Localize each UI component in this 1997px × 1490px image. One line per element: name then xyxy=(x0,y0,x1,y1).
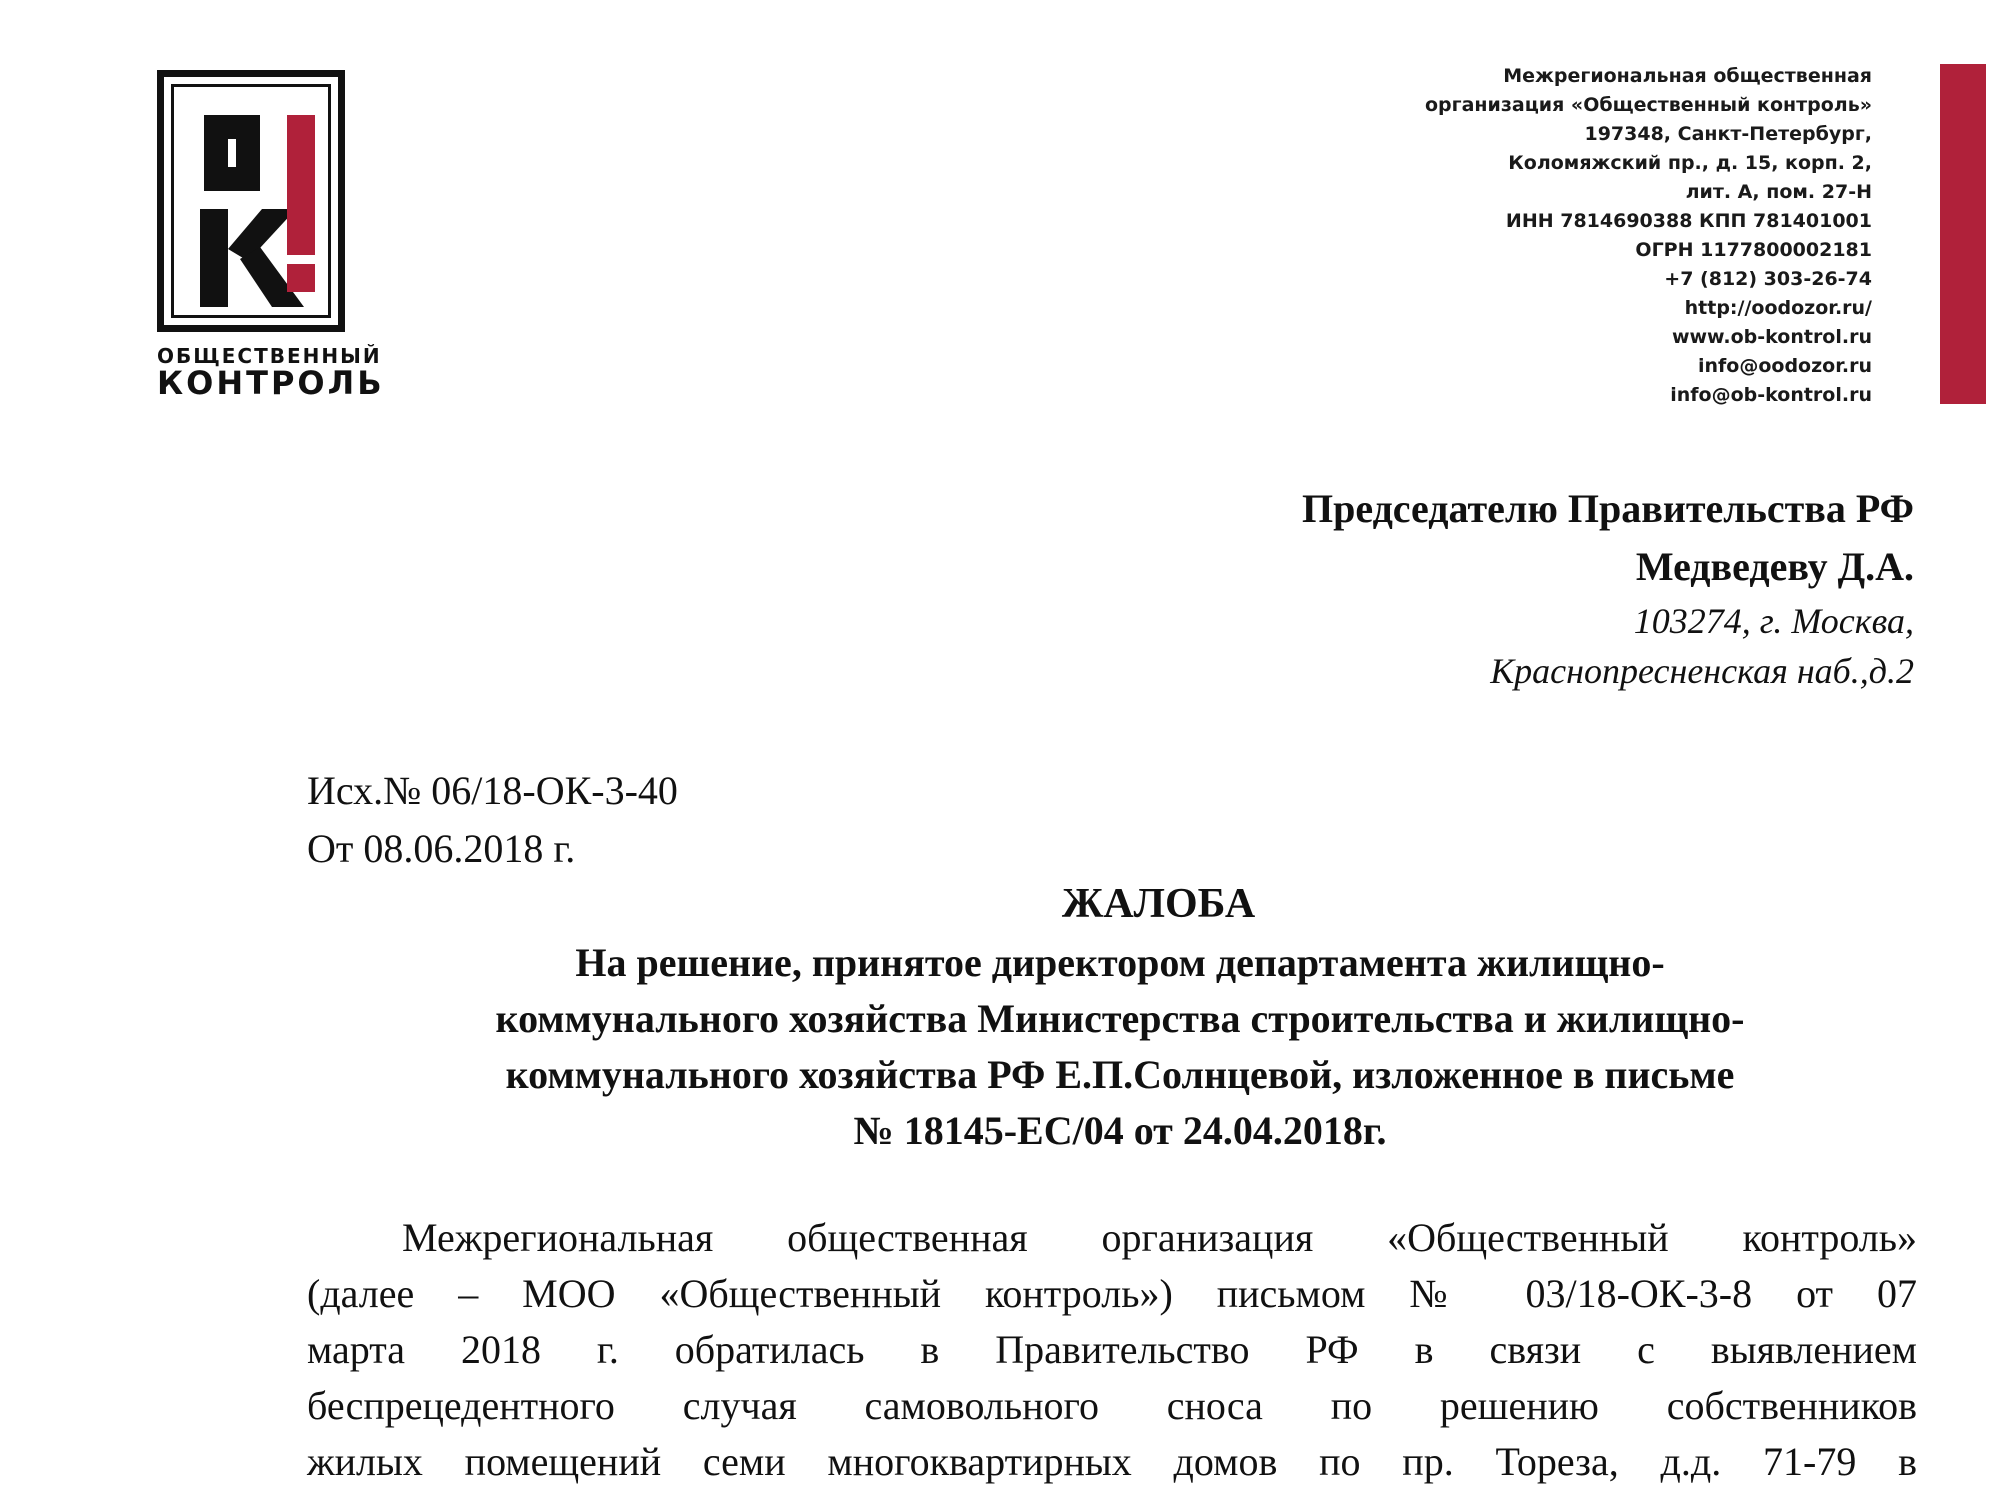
outgoing-date: От 08.06.2018 г. xyxy=(307,826,576,871)
contact-website: http://oodozor.ru/ xyxy=(1684,297,1872,319)
contact-line: ИНН 7814690388 КПП 781401001 xyxy=(1505,210,1872,232)
contact-email: info@ob-kontrol.ru xyxy=(1670,384,1872,406)
document-title: ЖАЛОБА xyxy=(1061,881,1256,927)
organization-logo xyxy=(157,70,345,332)
addressee-title: Председателю Правительства РФ xyxy=(1301,486,1914,531)
logo-exclamation-dot xyxy=(287,264,315,292)
logo-exclamation-bar xyxy=(287,115,315,255)
body-line: марта 2018 г. обратилась в Правительство РФ в связи с выявлением xyxy=(307,1327,1917,1372)
outgoing-number: Исх.№ 06/18-ОК-3-40 xyxy=(307,768,678,813)
logo-letter-o xyxy=(204,115,260,191)
logo-text-line1: ОБЩЕСТВЕННЫЙ xyxy=(157,344,382,368)
contact-phone: +7 (812) 303-26-74 xyxy=(1664,268,1872,290)
document-subject xyxy=(360,935,1880,1159)
logo-text-line2: КОНТРОЛЬ xyxy=(157,364,385,402)
document-body xyxy=(307,1210,1917,1490)
logo-text xyxy=(157,344,385,402)
contact-line: организация «Общественный контроль» xyxy=(1425,94,1872,116)
contact-line: Межрегиональная общественная xyxy=(1503,65,1872,87)
subject-line: № 18145-ЕС/04 от 24.04.2018г. xyxy=(853,1108,1387,1153)
addressee-block xyxy=(1302,480,1914,696)
contact-line: ОГРН 1177800002181 xyxy=(1635,239,1872,261)
contact-website: www.ob-kontrol.ru xyxy=(1671,326,1872,348)
body-line: Межрегиональная общественная организация «Общественный контроль» xyxy=(402,1215,1917,1260)
body-line: беспрецедентного случая самовольного сноса по решению собственников xyxy=(307,1383,1917,1428)
contact-line: Коломяжский пр., д. 15, корп. 2, xyxy=(1508,152,1872,174)
addressee-address-line2: Краснопресненская наб.,д.2 xyxy=(1490,651,1914,691)
addressee-address-line1: 103274, г. Москва, xyxy=(1633,601,1914,641)
subject-line: На решение, принятое директором департамента жилищно- xyxy=(575,940,1665,985)
contact-line: лит. А, пом. 27-Н xyxy=(1685,181,1872,203)
contact-line: 197348, Санкт-Петербург, xyxy=(1584,123,1872,145)
subject-line: коммунального хозяйства РФ Е.П.Солнцевой, изложенное в письме xyxy=(505,1052,1735,1097)
header-red-stripe xyxy=(1940,64,1986,404)
organization-contact-block xyxy=(1425,62,1872,410)
body-line: жилых помещений семи многоквартирных домов по пр. Тореза, д.д. 71-79 в xyxy=(307,1439,1917,1484)
subject-line: коммунального хозяйства Министерства строительства и жилищно- xyxy=(495,996,1745,1041)
contact-email: info@oodozor.ru xyxy=(1697,355,1872,377)
outgoing-reference xyxy=(307,762,678,878)
logo-inner-frame xyxy=(171,84,331,318)
addressee-name: Медведеву Д.А. xyxy=(1635,544,1914,589)
body-line: (далее – МОО «Общественный контроль») письмом № 03/18-ОК-3-8 от 07 xyxy=(307,1271,1917,1316)
